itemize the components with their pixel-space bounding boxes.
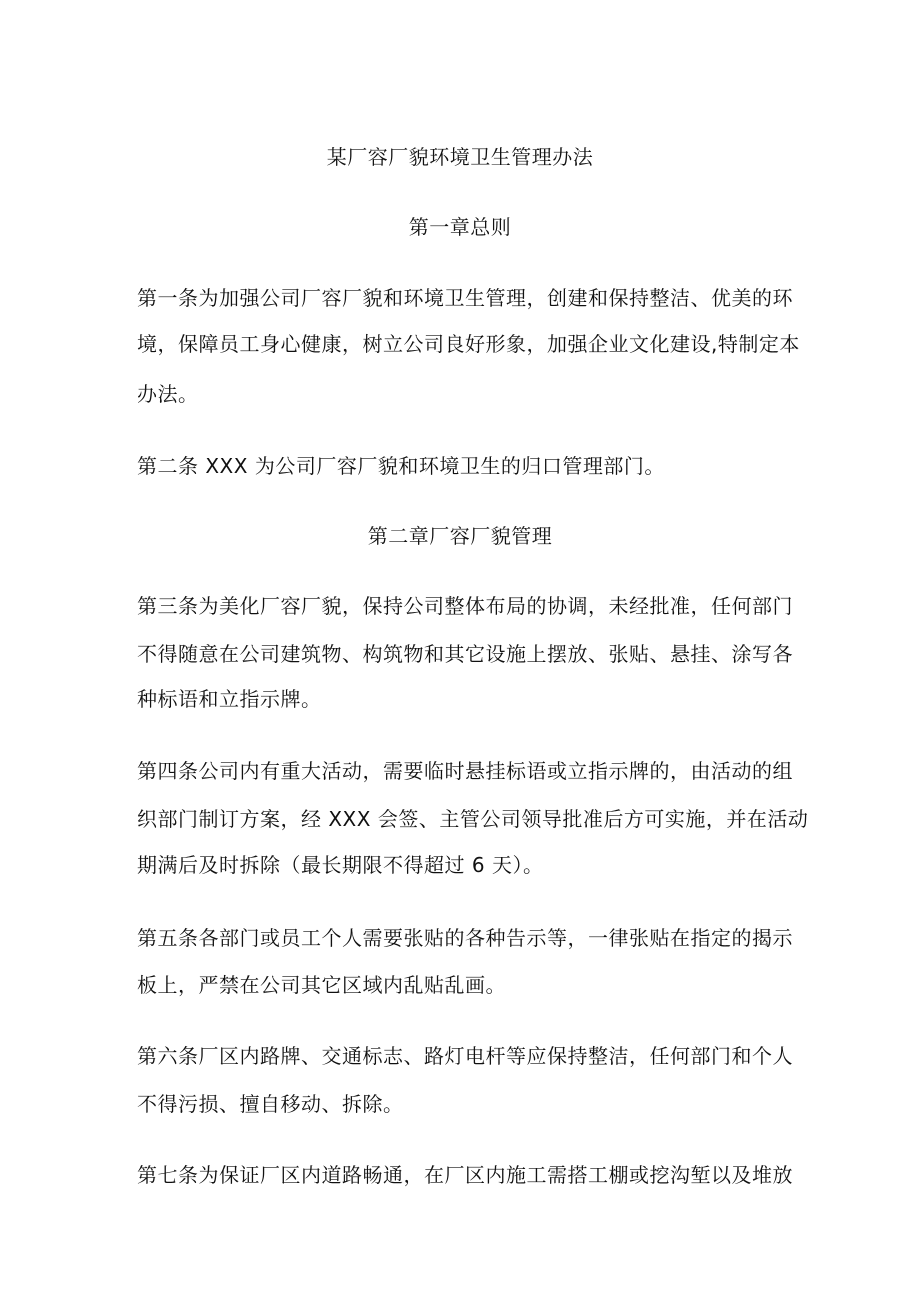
paragraph-line: 第六条厂区内路牌、交通标志、路灯电杆等应保持整洁，任何部门和个人	[137, 1044, 793, 1068]
chapter-heading: 第一章总则	[408, 215, 512, 239]
paragraph-line: 第二条 XXX 为公司厂容厂貌和环境卫生的归口管理部门。	[137, 454, 665, 478]
document-title: 某厂容厂貌环境卫生管理办法	[326, 145, 594, 169]
chapter-heading: 第二章厂容厂貌管理	[367, 524, 553, 548]
paragraph-line: 不得污损、擅自移动、拆除。	[137, 1092, 404, 1116]
paragraph-line: 板上，严禁在公司其它区域内乱贴乱画。	[137, 973, 506, 997]
paragraph-line: 第三条为美化厂容厂貌，保持公司整体布局的协调，未经批准，任何部门	[137, 594, 793, 618]
paragraph-line: 第七条为保证厂区内道路畅通，在厂区内施工需搭工棚或挖沟堑以及堆放	[137, 1163, 793, 1187]
paragraph-line: 第一条为加强公司厂容厂貌和环境卫生管理，创建和保持整洁、优美的环	[137, 286, 793, 310]
paragraph-line: 种标语和立指示牌。	[137, 687, 322, 711]
paragraph-line: 第五条各部门或员工个人需要张贴的各种告示等，一律张贴在指定的揭示	[137, 926, 793, 950]
paragraph-line: 办法。	[137, 382, 199, 406]
paragraph-line: 织部门制订方案，经 XXX 会签、主管公司领导批准后方可实施，并在活动	[137, 807, 809, 831]
paragraph-line: 期满后及时拆除（最长期限不得超过 6 天）。	[137, 853, 544, 877]
paragraph-line: 不得随意在公司建筑物、构筑物和其它设施上摆放、张贴、悬挂、涂写各	[137, 642, 793, 666]
paragraph-line: 第四条公司内有重大活动，需要临时悬挂标语或立指示牌的，由活动的组	[137, 759, 793, 783]
paragraph-line: 境，保障员工身心健康，树立公司良好形象，加强企业文化建设,特制定本	[137, 332, 800, 356]
